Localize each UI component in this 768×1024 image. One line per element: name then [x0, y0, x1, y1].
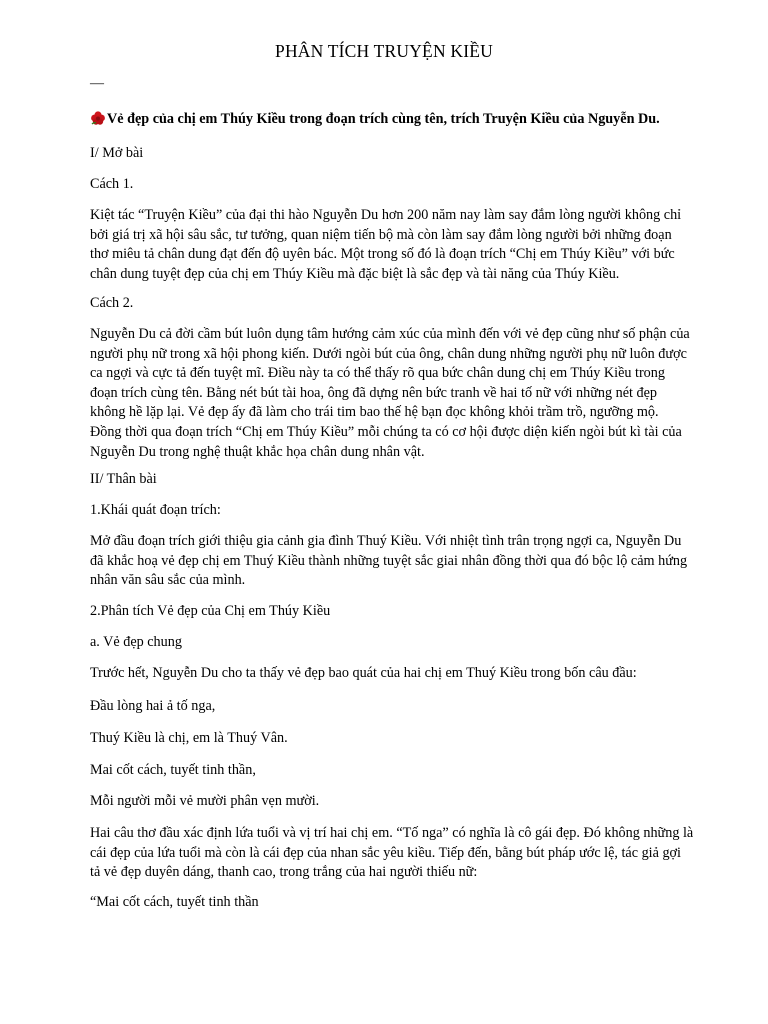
paragraph-khai-quat [90, 532, 688, 591]
paragraph-intro-verse [90, 664, 680, 684]
document-title: PHÂN TÍCH TRUYỆN KIỀU [275, 41, 493, 61]
text-line: bởi giá trị xã hội sâu sắc, tư tưởng, quan niệm tiến bộ mà còn làm say đắm lòng người bởi những đoạn [90, 226, 672, 243]
label-cach-1 [90, 175, 680, 195]
text-line: Mỗi người mỗi vẻ mười phân vẹn mười. [90, 793, 320, 809]
text-line: Đầu lòng hai ả tố nga, [90, 698, 216, 714]
section-subtitle [90, 110, 680, 130]
paragraph-cach-1 [90, 206, 680, 284]
text-line: Cách 1. [90, 176, 134, 192]
text-line: Nguyễn Du cả đời cầm bút luôn dụng tâm hướng cảm xúc của mình đến với vẻ đẹp cũng như số phận của [90, 326, 690, 342]
text-line: đã khắc hoạ vẻ đẹp chị em Thuý Kiều thành những tuyệt sắc giai nhân đồng thời qua đó bộc lộ cảm hứng [90, 552, 688, 569]
separator-dash: — [90, 76, 104, 91]
text-line: 2.Phân tích Vẻ đẹp của Chị em Thúy Kiều [90, 603, 331, 619]
verse-line-1 [90, 697, 680, 717]
text-line: tả vẻ đẹp duyên dáng, thanh cao, trong trắng của hai người thiếu nữ: [90, 864, 478, 881]
text-line: II/ Thân bài [90, 471, 157, 487]
label-cach-2 [90, 294, 680, 314]
text-line: Thuý Kiều là chị, em là Thuý Vân. [90, 730, 288, 746]
text-line: cái đẹp của lứa tuổi mà còn là cái đẹp của nhan sắc yêu kiều. Tiếp đến, bằng bút pháp ước lệ, tác giả gợi [90, 844, 681, 861]
verse-line-4 [90, 792, 680, 812]
text-line: Cách 2. [90, 295, 134, 311]
text-line: không hề lặp lại. Vẻ đẹp ấy đã làm cho trái tim bao thế hệ bạn đọc không khỏi trầm trồ, ngưỡng mộ. [90, 404, 659, 421]
text-line: Mở đầu đoạn trích giới thiệu gia cảnh gia đình Thuý Kiều. Với nhiệt tình trân trọng ngợi ca, Nguyễn Du [90, 533, 682, 549]
text-line: thơ miêu tả chân dung đạt đến độ uyên bác. Một trong số đó là đoạn trích “Chị em Thúy Kiều” với bức [90, 246, 675, 263]
text-line: Hai câu thơ đầu xác định lứa tuổi và vị trí hai chị em. “Tố nga” có nghĩa là cô gái đẹp. Đó không những là [90, 825, 694, 841]
text-line: đoạn trích cùng tên. Bằng nét bút tài hoa, ông đã dựng nên bức tranh về hai tố nữ với những nét đẹp [90, 384, 658, 401]
text-line: I/ Mở bài [90, 145, 144, 161]
text-line: Đồng thời qua đoạn trích “Chị em Thúy Kiều” mỗi chúng ta có cơ hội được diện kiến ngòi bút kì tài của [90, 423, 682, 440]
text-line: a. Vẻ đẹp chung [90, 634, 182, 650]
heading-khai-quat [90, 501, 680, 521]
text-line: 1.Khái quát đoạn trích: [90, 502, 221, 518]
text-line: người phụ nữ trong xã hội phong kiến. Dưới ngòi bút của ông, chân dung những người phụ nữ luôn được [90, 345, 687, 362]
text-line: Nguyễn Du trong nghệ thuật khắc họa chân dung nhân vật. [90, 443, 425, 460]
text-line: “Mai cốt cách, tuyết tinh thần [90, 894, 259, 910]
text-line: nhân văn sâu sắc của mình. [90, 572, 246, 589]
heading-phan-tich [90, 602, 680, 622]
heading-ve-dep-chung [90, 633, 680, 653]
text-line: ca ngợi và cực tả đến tuyệt mĩ. Điều này ta có thể thấy rõ qua bức chân dung chị em Thúy Kiều trong [90, 365, 665, 382]
paragraph-cach-2 [90, 325, 690, 462]
verse-line-2 [90, 729, 680, 749]
paragraph-analysis [90, 824, 694, 883]
text-line: Trước hết, Nguyễn Du cho ta thấy vẻ đẹp bao quát của hai chị em Thuý Kiều trong bốn câu đầu: [90, 665, 637, 681]
heading-than-bai [90, 470, 680, 490]
verse-line-3 [90, 761, 680, 781]
red-flower-icon [90, 110, 106, 126]
text-line: chân dung tuyệt đẹp của chị em Thúy Kiều mà đặc biệt là sắc đẹp và tài năng của Thúy Kiều. [90, 265, 620, 282]
heading-mo-bai [90, 144, 680, 164]
verse-quote [90, 893, 680, 913]
text-line: Mai cốt cách, tuyết tinh thần, [90, 762, 256, 778]
text-line: Kiệt tác “Truyện Kiều” của đại thi hào Nguyễn Du hơn 200 năm nay làm say đắm lòng người không chỉ [90, 207, 682, 223]
subtitle-text: Vẻ đẹp của chị em Thúy Kiều trong đoạn trích cùng tên, trích Truyện Kiều của Nguyễn Du. [107, 111, 660, 127]
